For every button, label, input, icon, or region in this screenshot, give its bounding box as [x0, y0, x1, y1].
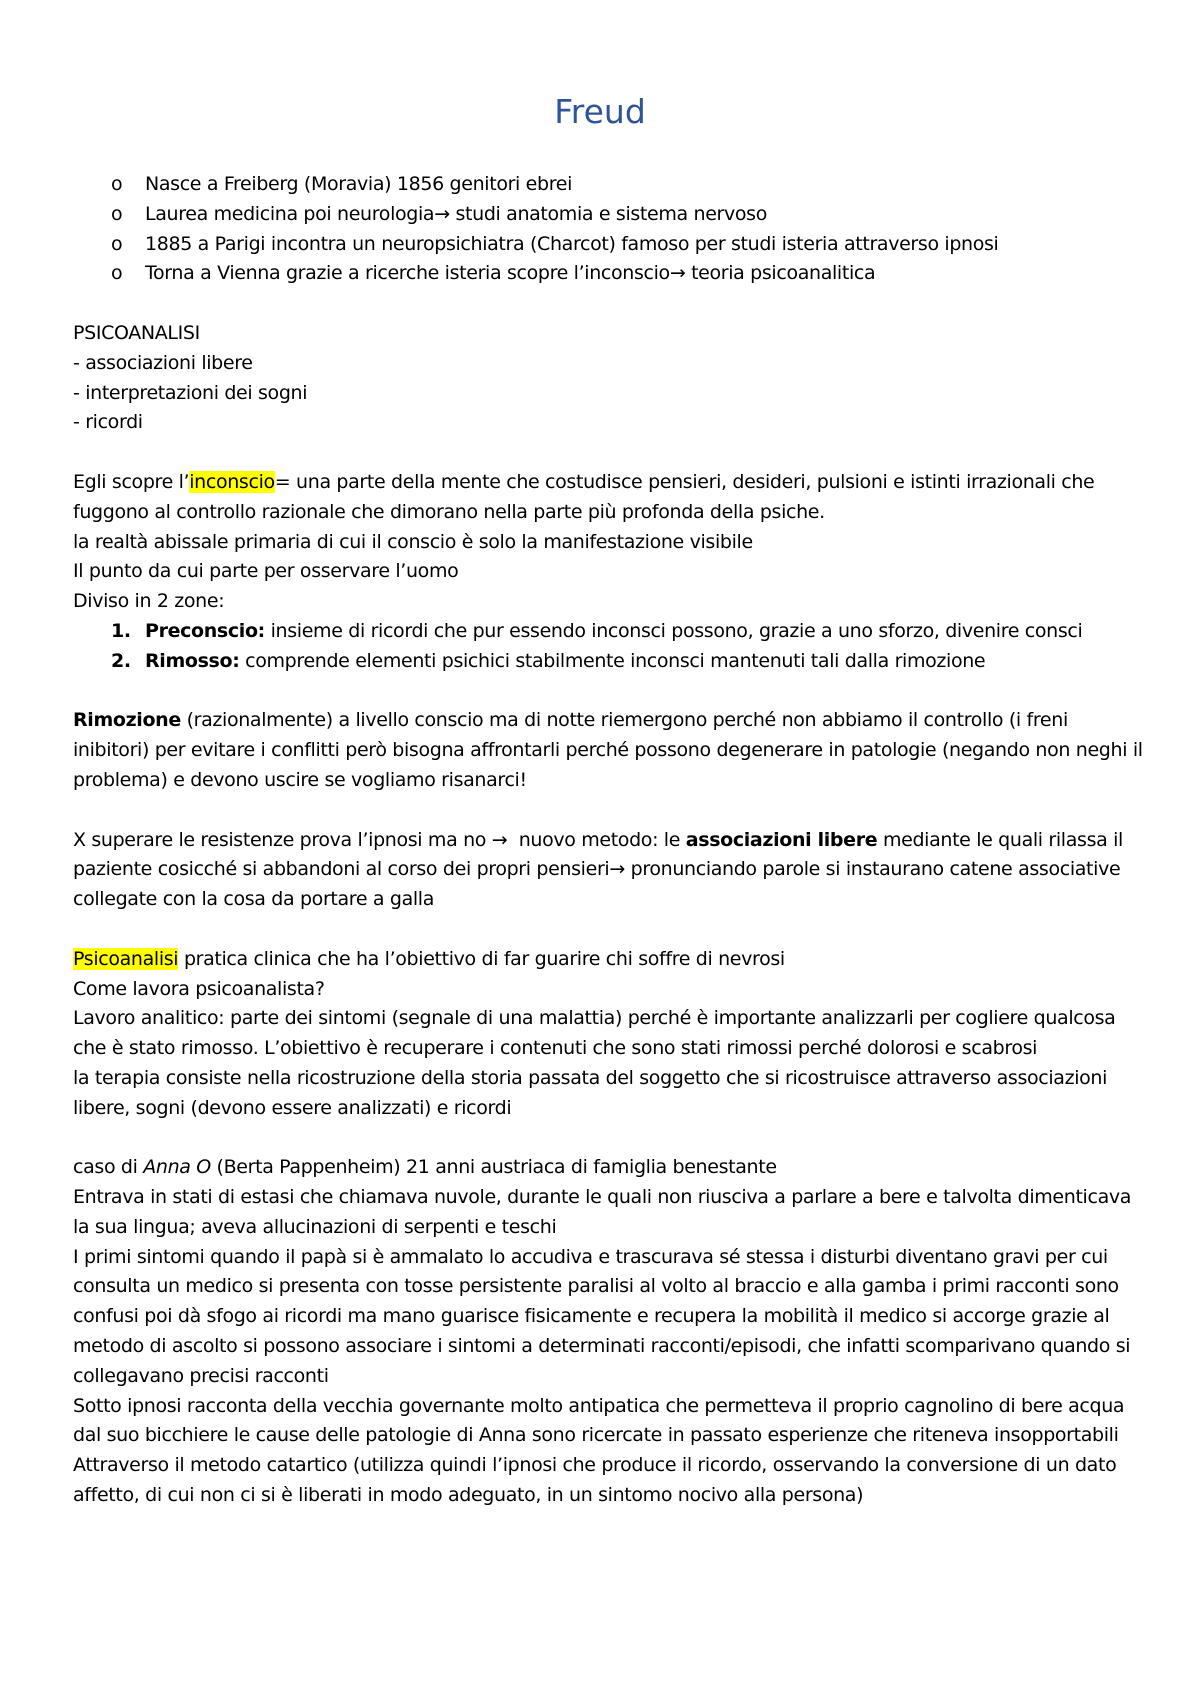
paragraph: Come lavora psicoanalista? [73, 977, 325, 1000]
paragraph: caso di Anna O (Berta Pappenheim) 21 anni austriaca di famiglia benestante [73, 1156, 777, 1179]
paragraph: Egli scopre l’inconscio= una parte della mente che costudisce pensieri, desideri, pulsioni e istinti irrazionali che fuggono al controllo razionale che dimorano nella parte più profonda della psiche. [73, 470, 1095, 523]
arrow-right-icon: → [434, 202, 450, 225]
list-item: o 1885 a Parigi incontra un neuropsichiatra (Charcot) famoso per studi isteria attraverso ipnosi [73, 230, 1143, 260]
paragraph: Attraverso il metodo catartico (utilizza quindi l’ipnosi che produce il ricordo, osservando la conversione di un dato affetto, di cui non ci si è liberati in modo adeguato, in un sintomo nocivo alla persona) [73, 1454, 1117, 1507]
paragraph: Rimozione (razionalmente) a livello conscio ma di notte riemergono perché non abbiamo il controllo (i freni inibitori) per evitare i conflitti però bisogna affrontarli perché possono degenerare in patologie (negando non neghi il problema) e devono uscire se vogliamo risanarci! [73, 709, 1143, 791]
list-item: o Nasce a Freiberg (Moravia) 1856 genitori ebrei [73, 170, 1143, 200]
page-title: Freud [554, 92, 646, 131]
section-heading: PSICOANALISI [73, 321, 200, 344]
circle-bullet-icon: o [111, 173, 123, 195]
list-item: 1. Preconscio: insieme di ricordi che pur essendo inconsci possono, grazie a uno sforzo, divenire consci [111, 619, 1083, 642]
paragraph: Diviso in 2 zone: [73, 590, 225, 613]
paragraph: X superare le resistenze prova l’ipnosi ma no → nuovo metodo: le associazioni libere mediante le quali rilassa il paziente cosicché si abbandoni al corso dei propri pensieri→ pronunciando parole si instaurano catene associative collegate con la cosa da portare a galla [73, 828, 1123, 911]
arrow-right-icon: → [669, 262, 686, 285]
paragraph: I primi sintomi quando il papà si è ammalato lo accudiva e trascurava sé stessa i disturbi diventano gravi per cui consulta un medico si presenta con tosse persistente paralisi al volto al braccio e alla gamba i primi racconti sono confusi poi dà sfogo ai ricordi ma mano guarisce fisicamente e recupera la mobilità il medico si accorge grazie al metodo di ascolto si possono associare i sintomi a determinati racconti/episodi, che infatti scomparivano quando si collegavano precisi racconti [73, 1245, 1131, 1387]
arrow-right-icon: → [491, 828, 508, 851]
paragraph: Il punto da cui parte per osservare l’uomo [73, 560, 459, 583]
zones-list [73, 617, 1143, 677]
list-item: - associazioni libere [73, 351, 253, 374]
list-item: o Torna a Vienna grazie a ricerche isteria scopre l’inconscio→ teoria psicoanalitica [73, 259, 1143, 289]
circle-bullet-icon: o [111, 232, 123, 255]
paragraph: Psicoanalisi pratica clinica che ha l’obiettivo di far guarire chi soffre di nevrosi [73, 947, 785, 970]
circle-bullet-icon: o [111, 202, 123, 225]
list-item: o Laurea medicina poi neurologia→ studi anatomia e sistema nervoso [73, 200, 1143, 230]
highlighted-term: Psicoanalisi [73, 947, 179, 970]
list-item: - ricordi [73, 411, 143, 434]
paragraph: Entrava in stati di estasi che chiamava nuvole, durante le quali non riusciva a parlare a bere e talvolta dimenticava la sua lingua; aveva allucinazioni di serpenti e teschi [73, 1186, 1132, 1238]
intro-bullet-list [73, 170, 1143, 289]
paragraph: la realtà abissale primaria di cui il conscio è solo la manifestazione visibile [73, 530, 753, 553]
paragraph: la terapia consiste nella ricostruzione della storia passata del soggetto che si ricostruisce attraverso associazioni libere, sogni (devono essere analizzati) e ricordi [73, 1066, 1108, 1119]
paragraph: Lavoro analitico: parte dei sintomi (segnale di una malattia) perché è importante analizzarli per cogliere qualcosa che è stato rimosso. L’obiettivo è recuperare i contenuti che sono stati rimossi perché dolorosi e scabrosi [73, 1007, 1116, 1060]
circle-bullet-icon: o [111, 262, 123, 285]
paragraph: Sotto ipnosi racconta della vecchia governante molto antipatica che permetteva il proprio cagnolino di bere acqua dal suo bicchiere le cause delle patologie di Anna sono ricercate in passato esperienze che riteneva insopportabili [73, 1394, 1125, 1447]
list-item: 2. Rimosso: comprende elementi psichici stabilmente inconsci mantenuti tali dalla rimozione [111, 649, 986, 672]
document-body [73, 170, 1143, 1511]
highlighted-term: inconscio [189, 470, 275, 493]
list-item: - interpretazioni dei sogni [73, 381, 308, 404]
arrow-right-icon: → [609, 858, 625, 881]
